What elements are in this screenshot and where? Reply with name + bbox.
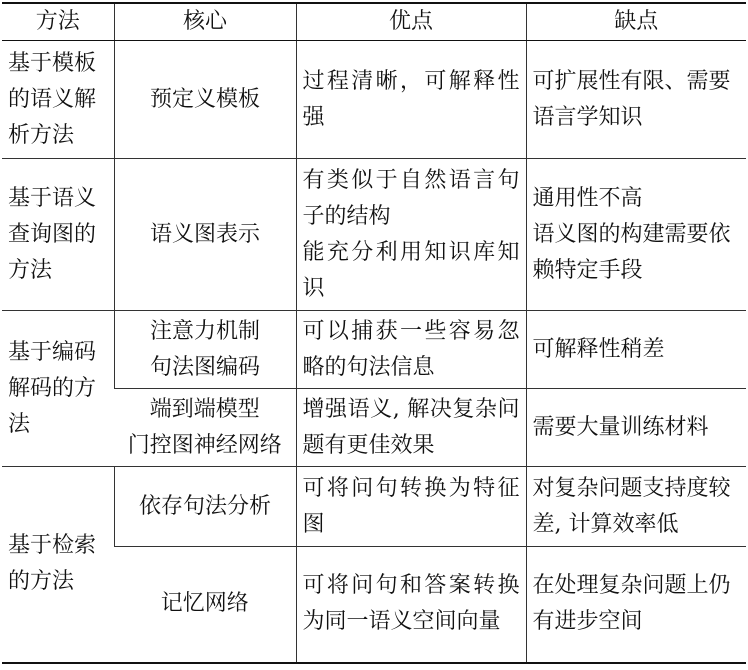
method-cell: 基于编码解码的方法 <box>2 311 114 467</box>
header-cons: 缺点 <box>526 3 746 41</box>
core-line: 门控图神经网络 <box>127 432 282 458</box>
header-row <box>2 3 746 41</box>
header-core: 核心 <box>114 3 296 41</box>
table-row <box>2 389 746 467</box>
core-cell: 依存句法分析 <box>114 467 296 547</box>
core-line: 注意力机制 <box>149 318 260 344</box>
cons-cell <box>526 311 746 389</box>
pros-line: 过程清晰，可解释性强 <box>302 68 520 130</box>
cons-line: 在处理复杂问题上仍有进步空间 <box>532 573 731 635</box>
pros-line: 能充分利用知识库知识 <box>302 239 520 301</box>
core-cell: 语义图表示 <box>114 159 296 311</box>
table-row <box>2 311 746 389</box>
method-cell: 基于检索的方法 <box>2 467 114 663</box>
pros-cell <box>296 311 526 389</box>
pros-cell <box>296 389 526 467</box>
core-line: 句法图编码 <box>149 354 260 380</box>
pros-cell <box>296 41 526 159</box>
pros-cell <box>296 159 526 311</box>
cons-line: 对复杂问题支持度较差, 计算效率低 <box>532 475 731 537</box>
pros-cell <box>296 467 526 547</box>
method-cell: 基于模板的语义解析方法 <box>2 41 114 159</box>
method-cell: 基于语义查询图的方法 <box>2 159 114 311</box>
cons-line: 需要大量训练材料 <box>532 414 709 440</box>
table-row <box>2 467 746 547</box>
pros-line: 有类似于自然语言句子的结构 <box>302 167 520 229</box>
pros-line: 增强语义, 解决复杂问题有更佳效果 <box>302 396 520 458</box>
pros-line: 可将问句和答案转换为同一语义空间向量 <box>302 573 520 635</box>
core-line: 端到端模型 <box>149 396 260 422</box>
cons-cell <box>526 159 746 311</box>
cons-cell <box>526 547 746 663</box>
cons-line: 语义图的构建需要依赖特定手段 <box>532 221 731 283</box>
pros-cell <box>296 547 526 663</box>
core-cell: 记忆网络 <box>114 547 296 663</box>
header-pros: 优点 <box>296 3 526 41</box>
core-cell <box>114 389 296 467</box>
pros-line: 可以捕获一些容易忽略的句法信息 <box>302 318 520 380</box>
table-row <box>2 41 746 159</box>
core-cell: 预定义模板 <box>114 41 296 159</box>
cons-cell <box>526 389 746 467</box>
cons-line: 可扩展性有限、需要语言学知识 <box>532 68 731 130</box>
table-row <box>2 159 746 311</box>
comparison-table <box>2 2 746 664</box>
pros-line: 可将问句转换为特征图 <box>302 475 520 537</box>
cons-cell <box>526 467 746 547</box>
core-cell <box>114 311 296 389</box>
cons-line: 可解释性稍差 <box>532 336 665 362</box>
cons-cell <box>526 41 746 159</box>
table-row <box>2 547 746 663</box>
cons-line: 通用性不高 <box>532 185 643 211</box>
header-method: 方法 <box>2 3 114 41</box>
